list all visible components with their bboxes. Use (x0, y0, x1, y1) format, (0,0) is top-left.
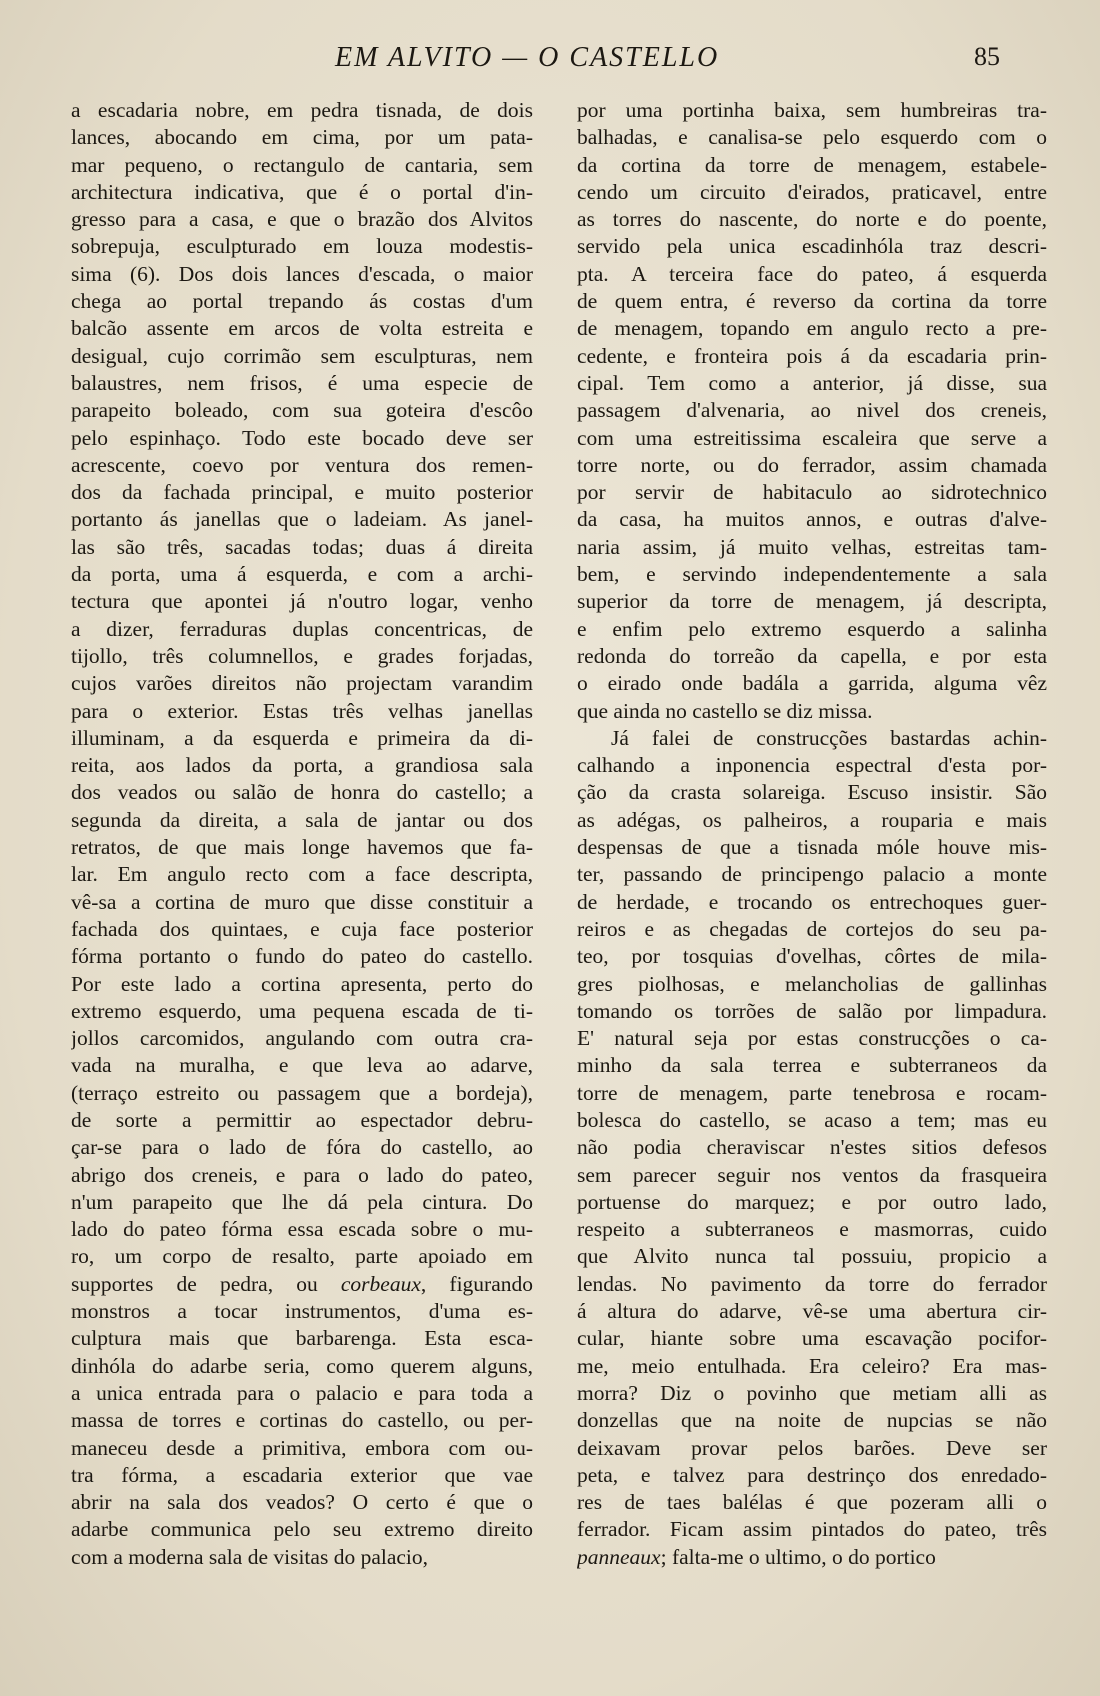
text-line: abrir na sala dos veados? O certo é que o (71, 1490, 533, 1515)
text-line: balhadas, e canalisa-se pelo esquerdo com o (577, 125, 1047, 150)
text-line: dos da fachada principal, e muito posterior (71, 480, 533, 505)
text-line: supportes de pedra, ou corbeaux, figurando (71, 1271, 533, 1296)
text-line: lar. Em angulo recto com a face descripta, (71, 862, 533, 887)
text-line: sima (6). Dos dois lances d'escada, o maior (71, 261, 533, 286)
text-line: culptura mais que barbarenga. Esta esca- (71, 1326, 533, 1351)
text-line: panneaux; falta-me o ultimo, o do portico (577, 1544, 936, 1569)
text-line: extremo esquerdo, uma pequena escada de ti- (71, 998, 533, 1023)
text-line: acrescente, coevo por ventura dos remen- (71, 452, 533, 477)
text-line: dinhóla do adarbe seria, como querem alguns, (71, 1353, 533, 1378)
text-line: parapeito boleado, com sua goteira d'escôo (71, 398, 533, 423)
text-line: gres piolhosas, e melancholias de gallinhas (577, 971, 1047, 996)
text-line: fachada dos quintaes, e cuja face posterior (71, 916, 533, 941)
text-column-right (577, 97, 1047, 1571)
text-line: bolesca do castello, se acaso a tem; mas eu (577, 1107, 1047, 1132)
text-line: reita, aos lados da porta, a grandiosa sala (71, 753, 533, 778)
text-line: tra fórma, a escadaria exterior que vae (71, 1462, 533, 1487)
text-line: calhando a inponencia espectral d'esta por- (577, 753, 1047, 778)
text-line: pta. A terceira face do pateo, á esquerda (577, 261, 1047, 286)
text-line: mar pequeno, o rectangulo de cantaria, sem (71, 152, 533, 177)
text-line: de sorte a permittir ao espectador debru- (71, 1107, 533, 1132)
text-line: bem, e servindo independentemente a sala (577, 562, 1047, 587)
text-line: cular, hiante sobre uma escavação pocifor- (577, 1326, 1047, 1351)
text-line: abrigo dos creneis, e para o lado do pateo, (71, 1162, 533, 1187)
text-line: monstros a tocar instrumentos, d'uma es- (71, 1299, 533, 1324)
running-head (0, 42, 1100, 82)
running-title: EM ALVITO — O CASTELLO (335, 42, 720, 73)
text-line: Por este lado a cortina apresenta, perto do (71, 971, 533, 996)
text-line: reiros e as chegadas de cortejos do seu pa- (577, 916, 1047, 941)
text-line: (terraço estreito ou passagem que a bordeja), (71, 1080, 533, 1105)
text-line: cujos varões direitos não projectam varandim (71, 671, 533, 696)
text-line: não podia cheraviscar n'estes sitios defesos (577, 1135, 1047, 1160)
text-line: a dizer, ferraduras duplas concentricas, de (71, 616, 533, 641)
text-line: da cortina da torre de menagem, estabele- (577, 152, 1047, 177)
text-line: respeito a subterraneos e masmorras, cuido (577, 1217, 1047, 1242)
text-line: as adégas, os palheiros, a rouparia e mais (577, 807, 1047, 832)
text-line: teo, por tosquias d'ovelhas, côrtes de mila- (577, 944, 1047, 969)
text-line: para o exterior. Estas três velhas janellas (71, 698, 533, 723)
text-line: cipal. Tem como a anterior, já disse, sua (577, 370, 1047, 395)
text-line: da casa, ha muitos annos, e outras d'alve- (577, 507, 1047, 532)
text-line: balaustres, nem frisos, é uma especie de (71, 370, 533, 395)
text-line: e enfim pelo extremo esquerdo a salinha (577, 616, 1047, 641)
text-line: res de taes balélas é que pozeram alli o (577, 1490, 1047, 1515)
text-line: lado do pateo fórma essa escada sobre o mu- (71, 1217, 533, 1242)
text-line: com uma estreitissima escaleira que serve a (577, 425, 1047, 450)
text-line: o eirado onde badála a garrida, alguma vêz (577, 671, 1047, 696)
text-line: tomando os torrões de salão por limpadura. (577, 998, 1047, 1023)
text-line: ter, passando de principengo palacio a monte (577, 862, 1047, 887)
text-line: me, meio entulhada. Era celeiro? Era mas- (577, 1353, 1047, 1378)
text-line: Já falei de construcções bastardas achin- (611, 725, 1047, 750)
text-line: as torres do nascente, do norte e do poente, (577, 207, 1047, 232)
text-line: donzellas que na noite de nupcias se não (577, 1408, 1047, 1433)
text-line: servido pela unica escadinhóla traz descri- (577, 234, 1047, 259)
text-line: maneceu desde a primitiva, embora com ou- (71, 1435, 533, 1460)
text-line: illuminam, a da esquerda e primeira da di- (71, 725, 533, 750)
text-line: balcão assente em arcos de volta estreita e (71, 316, 533, 341)
text-line: minho da sala terrea e subterraneos da (577, 1053, 1047, 1078)
text-line: superior da torre de menagem, já descripta, (577, 589, 1047, 614)
text-line: massa de torres e cortinas do castello, ou per- (71, 1408, 533, 1433)
text-line: de herdade, e trocando os entrechoques guer- (577, 889, 1047, 914)
text-line: sobrepuja, esculpturado em louza modestis- (71, 234, 533, 259)
text-line: vê-sa a cortina de muro que disse constituir a (71, 889, 533, 914)
text-line: E' natural seja por estas construcções o ca- (577, 1026, 1047, 1051)
text-line: vada na muralha, e que leva ao adarve, (71, 1053, 533, 1078)
text-line: torre de menagem, parte tenebrosa e rocam- (577, 1080, 1047, 1105)
text-line: naria assim, já muito velhas, estreitas tam- (577, 534, 1047, 559)
text-line: por uma portinha baixa, sem humbreiras tra- (577, 98, 1047, 122)
text-line: lances, abocando em cima, por um pata- (71, 125, 533, 150)
text-line: gresso para a casa, e que o brazão dos Alvitos (71, 207, 533, 232)
text-line: com a moderna sala de visitas do palacio, (71, 1544, 429, 1569)
text-line: dos veados ou salão de honra do castello; a (71, 780, 533, 805)
text-line: segunda da direita, a sala de jantar ou dos (71, 807, 533, 832)
text-line: peta, e talvez para destrinço dos enredado- (577, 1462, 1047, 1487)
text-line: deixavam provar pelos barões. Deve ser (577, 1435, 1047, 1460)
text-line: lendas. No pavimento da torre do ferrador (577, 1271, 1047, 1296)
text-line: a unica entrada para o palacio e para toda a (71, 1380, 533, 1405)
text-line: de quem entra, é reverso da cortina da torre (577, 289, 1047, 314)
text-line: chega ao portal trepando ás costas d'um (71, 289, 533, 314)
text-line: que ainda no castello se diz missa. (577, 698, 873, 723)
text-line: portanto ás janellas que o ladeiam. As janel- (71, 507, 533, 532)
text-line: da porta, uma á esquerda, e com a archi- (71, 562, 533, 587)
text-line: pelo espinhaço. Todo este bocado deve ser (71, 425, 533, 450)
text-line: ção da crasta solareiga. Escuso insistir. São (577, 780, 1047, 805)
text-line: de menagem, topando em angulo recto a pre- (577, 316, 1047, 341)
text-line: ferrador. Ficam assim pintados do pateo, três (577, 1517, 1047, 1542)
text-line: á altura do adarve, vê-se uma abertura cir- (577, 1299, 1047, 1324)
text-line: tectura que apontei já n'outro logar, venho (71, 589, 533, 614)
text-line: morra? Diz o povinho que metiam alli as (577, 1380, 1047, 1405)
text-line: que Alvito nunca tal possuiu, propicio a (577, 1244, 1047, 1269)
text-line: sem parecer seguir nos ventos da frasqueira (577, 1162, 1047, 1187)
text-line: passagem d'alvenaria, ao nivel dos creneis, (577, 398, 1047, 423)
text-line: desigual, cujo corrimão sem esculpturas, nem (71, 343, 533, 368)
page-number: 85 (974, 42, 1000, 71)
text-line: ro, um corpo de resalto, parte apoiado em (71, 1244, 533, 1269)
text-line: tijollo, três columnellos, e grades forjadas, (71, 643, 533, 668)
text-line: las são três, sacadas todas; duas á direita (71, 534, 533, 559)
text-line: fórma portanto o fundo do pateo do castello. (71, 944, 533, 969)
text-column-left (71, 97, 533, 1571)
italic-term: panneaux (577, 1544, 661, 1569)
text-line: architectura indicativa, que é o portal d'in- (71, 179, 533, 204)
italic-term: corbeaux (340, 1271, 421, 1296)
text-line: n'um parapeito que lhe dá pela cintura. Do (71, 1189, 533, 1214)
text-line: cedente, e fronteira pois á da escadaria prin- (577, 343, 1047, 368)
text-line: cendo um circuito d'eirados, praticavel, entre (577, 179, 1047, 204)
text-line: por servir de habitaculo ao sidrotechnico (577, 480, 1047, 505)
text-line: portuense do marquez; e por outro lado, (577, 1189, 1047, 1214)
text-line: jollos carcomidos, angulando com outra cra- (71, 1026, 533, 1051)
text-line: redonda do torreão da capella, e por esta (577, 643, 1047, 668)
text-line: çar-se para o lado de fóra do castello, ao (71, 1135, 533, 1160)
text-line: despensas de que a tisnada móle houve mis- (577, 835, 1047, 860)
text-line: a escadaria nobre, em pedra tisnada, de dois (71, 98, 533, 122)
text-line: retratos, de que mais longe havemos que fa- (71, 835, 533, 860)
text-line: torre norte, ou do ferrador, assim chamada (577, 452, 1047, 477)
text-line: adarbe communica pelo seu extremo direito (71, 1517, 533, 1542)
